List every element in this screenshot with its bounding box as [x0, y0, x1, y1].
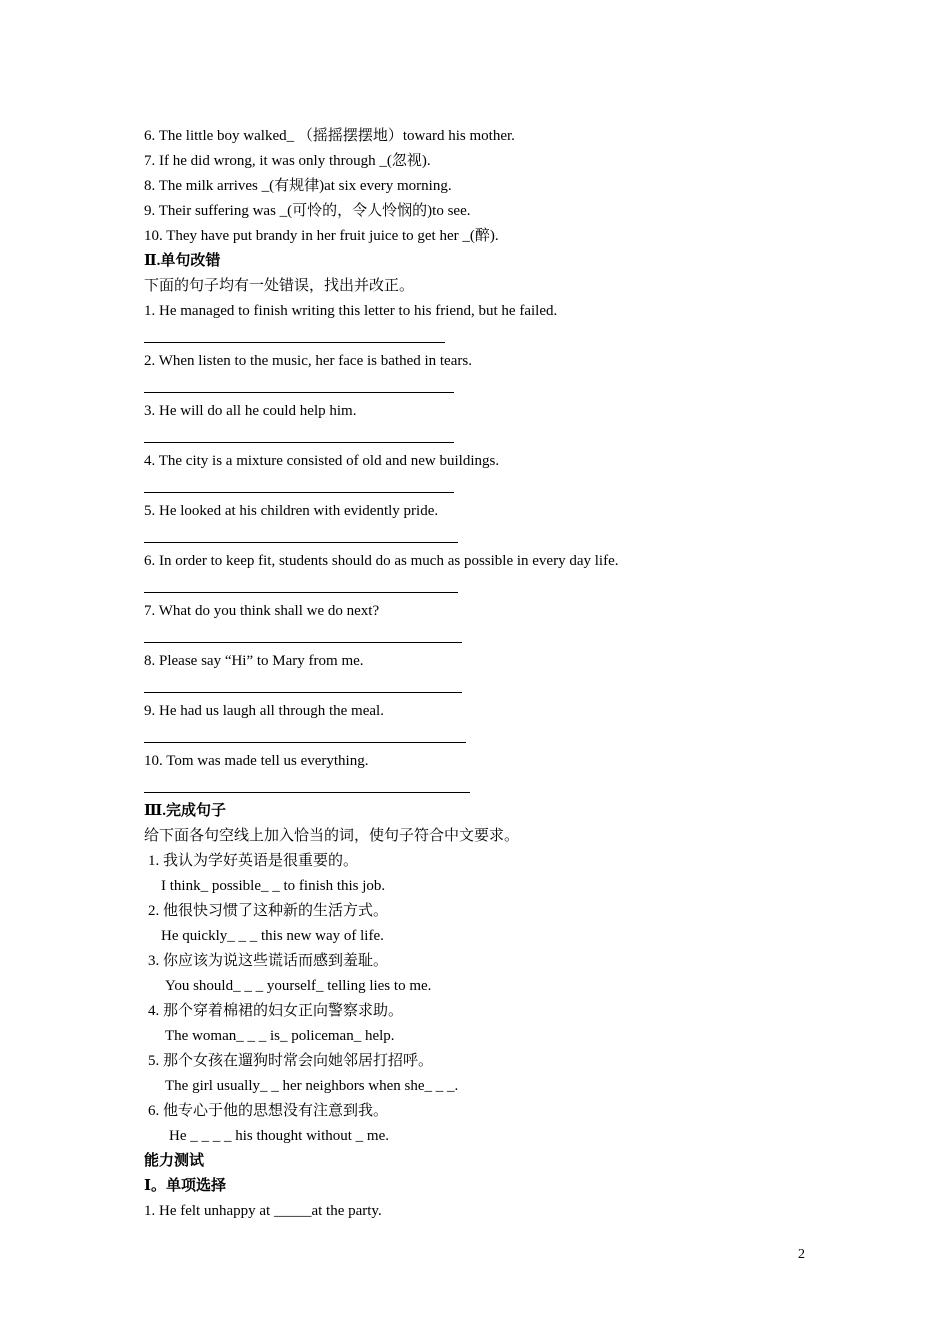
page-number: 2	[798, 1247, 805, 1262]
vocab-item: 9. Their suffering was _(可怜的，令人怜悯的)to see.	[144, 203, 471, 219]
vocab-item: 10. They have put brandy in her fruit juice to get her _(醉).	[144, 228, 499, 244]
error-correction-item: 9. He had us laugh all through the meal.	[144, 703, 384, 719]
answer-line	[144, 674, 824, 699]
chinese-sentence: 6. 他专心于他的思想没有注意到我。	[148, 1103, 389, 1119]
vocab-item: 6. The little boy walked_ （摇摇摆摆地）toward his mother.	[144, 128, 515, 144]
english-sentence: I think_ possible_ _ to finish this job.	[161, 878, 386, 894]
error-correction-item: 10. Tom was made tell us everything.	[144, 753, 369, 769]
subsection-heading: Ⅰ。单项选择	[144, 1178, 227, 1194]
section-heading: Ⅱ.单句改错	[144, 253, 221, 269]
english-sentence: The woman_ _ _ is_ policeman_ help.	[165, 1028, 395, 1044]
answer-line	[144, 524, 824, 549]
answer-line	[144, 624, 824, 649]
chinese-sentence: 4. 那个穿着棉裙的妇女正向警察求助。	[148, 1003, 404, 1019]
english-sentence: The girl usually_ _ her neighbors when she_ _ _.	[165, 1078, 459, 1094]
section-instruction: 给下面各句空线上加入恰当的词，使句子符合中文要求。	[144, 828, 520, 844]
vocab-item: 7. If he did wrong, it was only through _(忽视).	[144, 153, 431, 169]
error-correction-item: 4. The city is a mixture consisted of old and new buildings.	[144, 453, 500, 469]
document-body	[144, 124, 824, 1224]
answer-line	[144, 724, 824, 749]
chinese-sentence: 2. 他很快习惯了这种新的生活方式。	[148, 903, 389, 919]
error-correction-item: 2. When listen to the music, her face is bathed in tears.	[144, 353, 472, 369]
chinese-sentence: 1. 我认为学好英语是很重要的。	[148, 853, 359, 869]
error-correction-item: 5. He looked at his children with evidently pride.	[144, 503, 439, 519]
answer-line	[144, 374, 824, 399]
error-correction-item: 7. What do you think shall we do next?	[144, 603, 380, 619]
english-sentence: He quickly_ _ _ this new way of life.	[161, 928, 384, 944]
section-heading: 能力测试	[144, 1153, 205, 1169]
chinese-sentence: 5. 那个女孩在遛狗时常会向她邻居打招呼。	[148, 1053, 434, 1069]
multiple-choice-item: 1. He felt unhappy at _____at the party.	[144, 1203, 382, 1219]
error-correction-item: 8. Please say “Hi” to Mary from me.	[144, 653, 364, 669]
english-sentence: You should_ _ _ yourself_ telling lies to me.	[165, 978, 432, 994]
chinese-sentence: 3. 你应该为说这些谎话而感到羞耻。	[148, 953, 389, 969]
answer-line	[144, 774, 824, 799]
error-correction-item: 3. He will do all he could help him.	[144, 403, 357, 419]
answer-line	[144, 324, 824, 349]
section-heading: Ⅲ.完成句子	[144, 803, 227, 819]
vocab-item: 8. The milk arrives _(有规律)at six every morning.	[144, 178, 452, 194]
error-correction-item: 6. In order to keep fit, students should do as much as possible in every day life.	[144, 553, 619, 569]
section-instruction: 下面的句子均有一处错误，找出并改正。	[144, 278, 415, 294]
english-sentence: He _ _ _ _ his thought without _ me.	[169, 1128, 389, 1144]
error-correction-item: 1. He managed to finish writing this letter to his friend, but he failed.	[144, 303, 558, 319]
answer-line	[144, 574, 824, 599]
answer-line	[144, 474, 824, 499]
answer-line	[144, 424, 824, 449]
